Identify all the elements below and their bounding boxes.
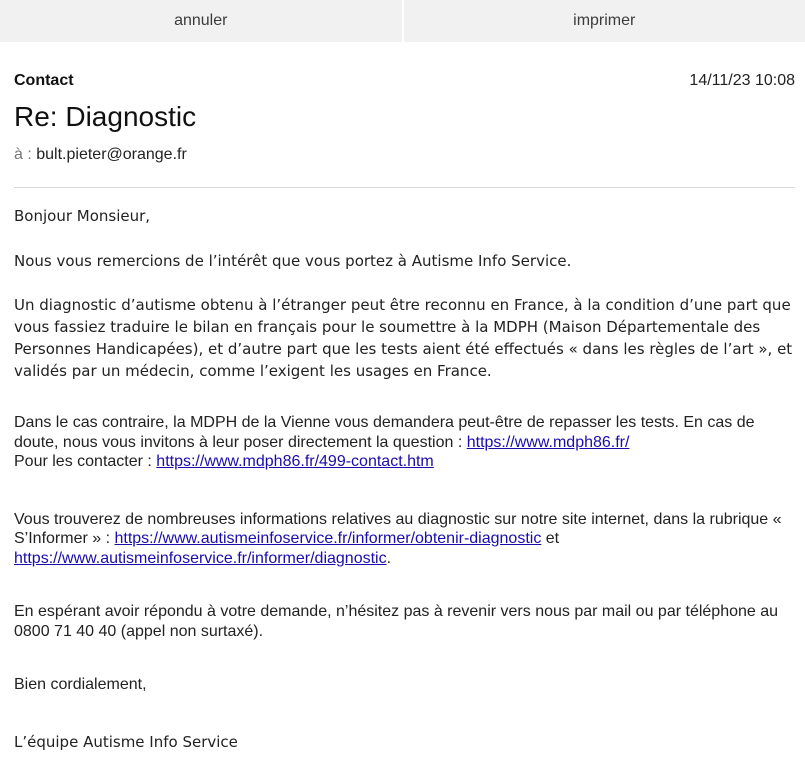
and-text: et bbox=[541, 530, 560, 547]
period-text: . bbox=[386, 549, 392, 567]
greeting: Bonjour Monsieur, bbox=[14, 207, 151, 225]
recipient-row bbox=[14, 146, 795, 164]
mdph-contact-link[interactable]: https://www.mdph86.fr/499-contact.htm bbox=[156, 453, 434, 470]
obtenir-diagnostic-link[interactable]: https://www.autismeinfoservice.fr/informer/obtenir-diagnostic bbox=[114, 530, 542, 547]
toolbar bbox=[0, 0, 805, 42]
header-divider bbox=[14, 187, 795, 188]
contact-text: Pour les contacter : bbox=[14, 453, 157, 470]
mdph-link[interactable]: https://www.mdph86.fr/ bbox=[466, 433, 630, 451]
paragraph-mdph bbox=[14, 413, 799, 472]
message-body bbox=[14, 205, 799, 753]
paragraph-diagnostic: Un diagnostic d’autisme obtenu à l’étranger peut être reconnu en France, à la condition d’une part que vous fassiez traduire le bilan en français pour le soumettre à la MDPH (Maison Départementale des Personnes Handicapées), et d’autre part que les tests aient été effectués « dans les règles de l’art », et validés par un médecin, comme l’exigent les usages en France. bbox=[14, 296, 793, 380]
paragraph-contact: En espérant avoir répondu à votre demande, n’hésitez pas à revenir vers nous par mail ou par téléphone au 0800 71 40 40 (appel non surtaxé). bbox=[14, 603, 779, 640]
from-row bbox=[14, 72, 795, 90]
recipient-label: à : bbox=[14, 146, 32, 163]
paragraph-website bbox=[14, 510, 799, 569]
closing: Bien cordialement, bbox=[14, 676, 147, 693]
paragraph-thanks: Nous vous remercions de l’intérêt que vous portez à Autisme Info Service. bbox=[14, 252, 572, 270]
message-subject: Re: Diagnostic bbox=[14, 101, 197, 132]
message-date: 14/11/23 10:08 bbox=[689, 72, 795, 89]
cancel-button[interactable]: annuler bbox=[0, 0, 402, 42]
diagnostic-link[interactable]: https://www.autismeinfoservice.fr/informer/diagnostic bbox=[14, 549, 387, 567]
print-button[interactable]: imprimer bbox=[404, 0, 805, 42]
sender-name: Contact bbox=[14, 72, 74, 89]
signature: L’équipe Autisme Info Service bbox=[14, 732, 238, 751]
mdph-text: Dans le cas contraire, la MDPH de la Vienne vous demandera peut-être de repasser les tests. En cas de doute, nous vous invitons à leur poser directement la question : bbox=[14, 414, 755, 451]
website-text: Vous trouverez de nombreuses informations relatives au diagnostic sur notre site internet, dans la rubrique « S’Informer » : bbox=[14, 510, 782, 547]
recipient-address: bult.pieter@orange.fr bbox=[36, 146, 187, 163]
message-header bbox=[14, 72, 795, 164]
